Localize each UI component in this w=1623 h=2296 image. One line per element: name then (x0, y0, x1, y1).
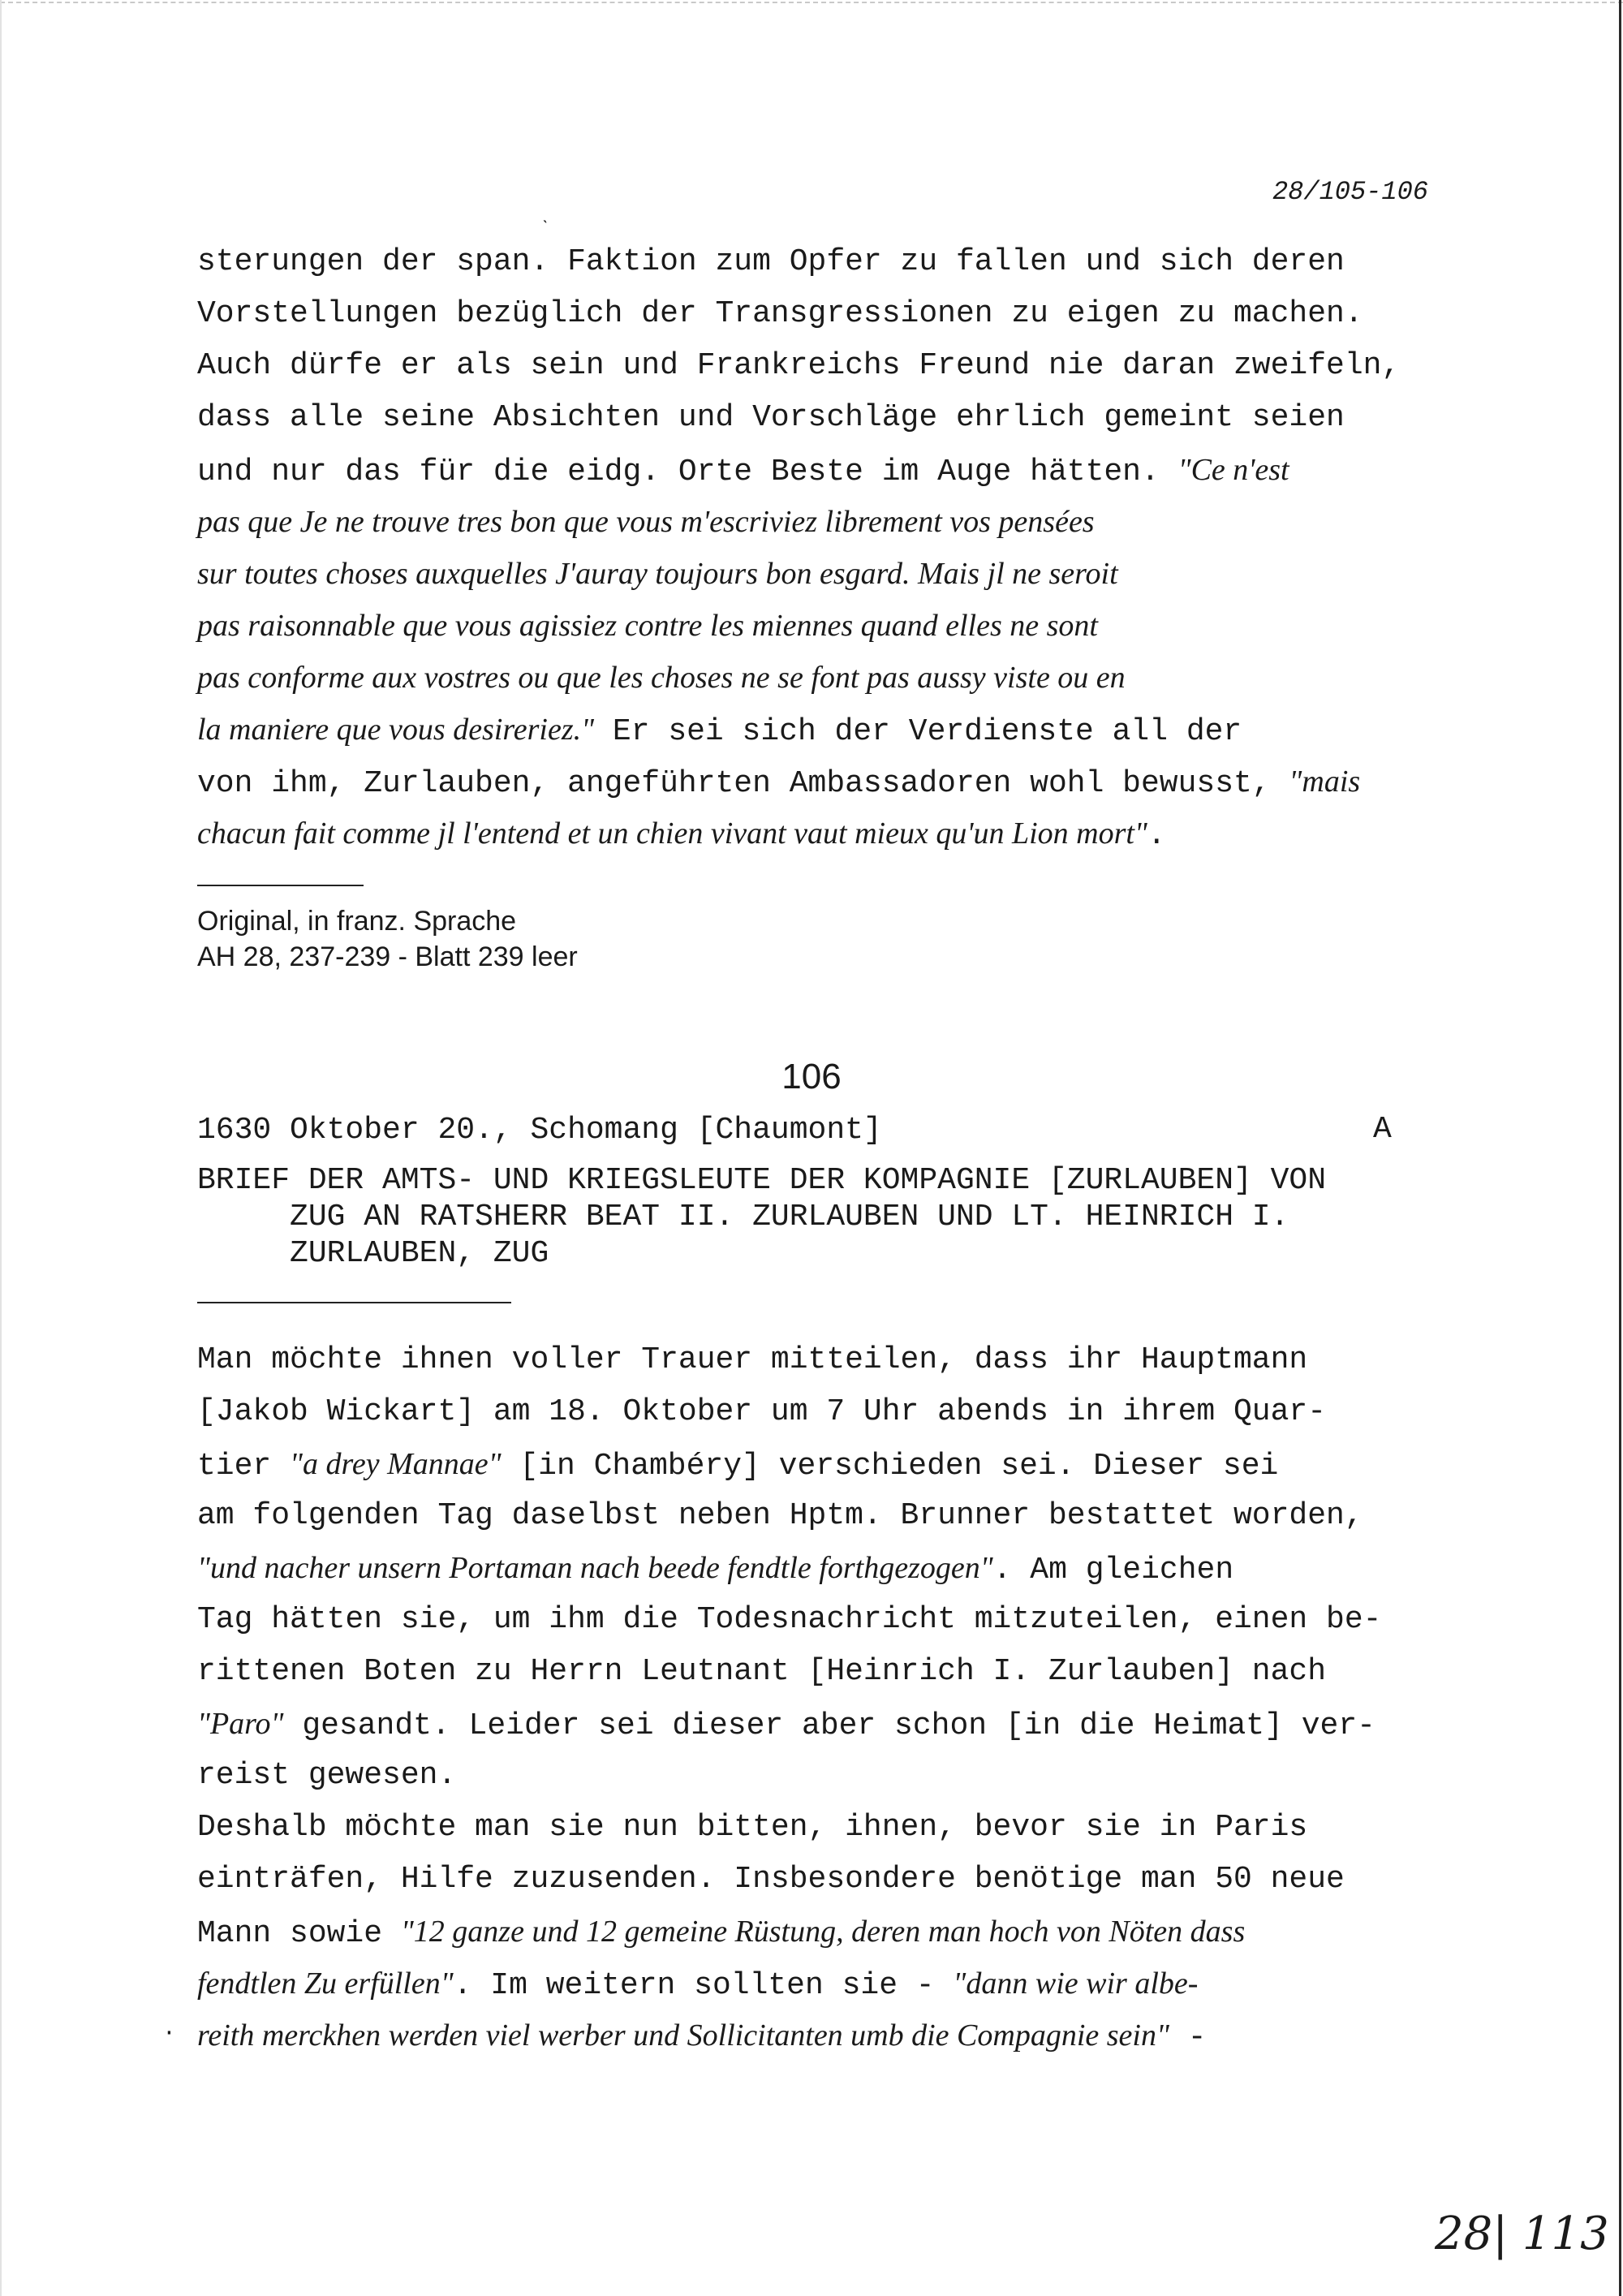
line-text: [in Chambéry] verschieden sei. Dieser sei (501, 1449, 1279, 1484)
line-text: rittenen Boten zu Herrn Leutnant [Heinrich I. Zurlauben] nach (197, 1654, 1327, 1689)
quoted-text: "Ce n'est (1177, 453, 1289, 487)
document-title-line: ZUG AN RATSHERR BEAT II. ZURLAUBEN UND LT. HEINRICH I. (197, 1200, 1289, 1234)
text-line (197, 288, 1479, 340)
text-line (197, 1698, 1479, 1750)
line-text: tier (197, 1449, 291, 1484)
text-line (197, 444, 1479, 496)
document-title-line: ZURLAUBEN, ZUG (197, 1236, 549, 1271)
text-line (197, 600, 1479, 652)
scan-left-edge (0, 0, 2, 2296)
quoted-text: pas raisonnable que vous agissiez contre les miennes quand elles ne sont (197, 609, 1098, 643)
text-line (197, 808, 1479, 859)
text-line (197, 392, 1479, 444)
quoted-text: reith merckhen werden viel werber und Sollicitanten umb die Compagnie sein" (197, 2018, 1169, 2053)
quoted-text: "a drey Mannae" (290, 1447, 502, 1481)
text-line (197, 1386, 1479, 1438)
text-line (197, 496, 1479, 548)
quoted-text: pas conforme aux vostres ou que les choses ne se font pas aussy viste ou en (197, 661, 1126, 695)
scan-tick-mark: ˎ (540, 205, 551, 225)
line-text: sterungen der span. Faktion zum Opfer zu fallen und sich deren (197, 244, 1345, 279)
text-line (197, 1646, 1479, 1698)
text-line (197, 1802, 1479, 1854)
quoted-text: "mais (1289, 765, 1361, 799)
line-text: am folgenden Tag daselbst neben Hptm. Brunner bestattet worden, (197, 1498, 1363, 1533)
quoted-text: la maniere que vous desireriez." (197, 713, 595, 747)
quoted-text: "dann wie wir albe- (953, 1966, 1199, 2001)
text-line (197, 1906, 1479, 1958)
text-line (197, 236, 1479, 288)
text-line (197, 1958, 1479, 2010)
line-text: reist gewesen. (197, 1758, 457, 1793)
continuation-paragraph (197, 236, 1479, 859)
line-text: . Im weitern sollten sie - (453, 1968, 954, 2003)
text-line (197, 1542, 1479, 1594)
line-text: dass alle seine Absichten und Vorschläge ehrlich gemeint seien (197, 400, 1345, 435)
text-line (197, 1334, 1479, 1386)
line-text: Auch dürfe er als sein und Frankreichs Freund nie daran zweifeln, (197, 348, 1401, 383)
line-text: Tag hätten sie, um ihm die Todesnachricht mitzuteilen, einen be- (197, 1602, 1382, 1637)
regest-body (197, 1334, 1479, 2061)
text-line (197, 1594, 1479, 1646)
scan-top-edge (0, 2, 1623, 3)
text-line (197, 1854, 1479, 1906)
line-text: Mann sowie (197, 1916, 401, 1951)
line-text: Man möchte ihnen voller Trauer mitteilen, dass ihr Hauptmann (197, 1342, 1308, 1377)
text-line (197, 2010, 1479, 2061)
source-note-line: Original, in franz. Sprache (197, 906, 517, 937)
source-note-line: AH 28, 237-239 - Blatt 239 leer (197, 941, 578, 972)
document-title-line: BRIEF DER AMTS- UND KRIEGSLEUTE DER KOMPAGNIE [ZURLAUBEN] VON (197, 1163, 1327, 1198)
text-line (197, 704, 1479, 756)
line-text: . (1147, 818, 1166, 853)
document-number: 106 (781, 1057, 842, 1096)
source-note (197, 903, 1479, 975)
line-text: [Jakob Wickart] am 18. Oktober um 7 Uhr abends in ihrem Quar- (197, 1394, 1327, 1429)
line-text: Vorstellungen bezüglich der Transgressionen zu eigen zu machen. (197, 296, 1363, 331)
line-text: von ihm, Zurlauben, angeführten Ambassadoren wohl bewusst, (197, 766, 1289, 801)
text-line (197, 652, 1479, 704)
text-line (197, 1750, 1479, 1802)
line-text: und nur das für die eidg. Orte Beste im Auge hätten. (197, 454, 1178, 489)
handwritten-page-number: 28| 113 (1435, 2208, 1609, 2260)
text-line (197, 756, 1479, 808)
quoted-text: sur toutes choses auxquelles J'auray toujours bon esgard. Mais jl ne seroit (197, 557, 1118, 591)
scan-right-edge (1619, 0, 1621, 2296)
margin-dot: · (162, 2021, 176, 2046)
quoted-text: chacun fait comme jl l'entend et un chien vivant vaut mieux qu'un Lion mort" (197, 816, 1147, 851)
text-line (197, 340, 1479, 392)
line-text: gesandt. Leider sei dieser aber schon [in die Heimat] ver- (283, 1708, 1375, 1743)
line-text: Er sei sich der Verdienste all der (594, 714, 1242, 749)
quoted-text: "12 ganze und 12 gemeine Rüstung, deren man hoch von Nöten dass (400, 1915, 1246, 1949)
quoted-text: "Paro" (197, 1707, 284, 1741)
document-date-place: 1630 Oktober 20., Schomang [Chaumont] (197, 1113, 882, 1148)
line-text: Deshalb möchte man sie nun bitten, ihnen, bevor sie in Paris (197, 1810, 1308, 1845)
document-mark: A (1373, 1112, 1392, 1147)
text-line (197, 548, 1479, 600)
line-text: - (1169, 2020, 1207, 2055)
line-text: . Am gleichen (992, 1553, 1234, 1587)
quoted-text: fendtlen Zu erfüllen" (197, 1966, 454, 2001)
text-line (197, 1438, 1479, 1490)
line-text: einträfen, Hilfe zuzusenden. Insbesondere benötige man 50 neue (197, 1862, 1345, 1897)
page-reference: 28/105-106 (1272, 177, 1428, 207)
title-rule (197, 1302, 511, 1303)
quoted-text: "und nacher unsern Portaman nach beede fendtle forthgezogen" (197, 1551, 993, 1585)
footnote-rule (197, 885, 364, 886)
quoted-text: pas que Je ne trouve tres bon que vous m'escriviez librement vos pensées (197, 505, 1095, 539)
text-line (197, 1490, 1479, 1542)
